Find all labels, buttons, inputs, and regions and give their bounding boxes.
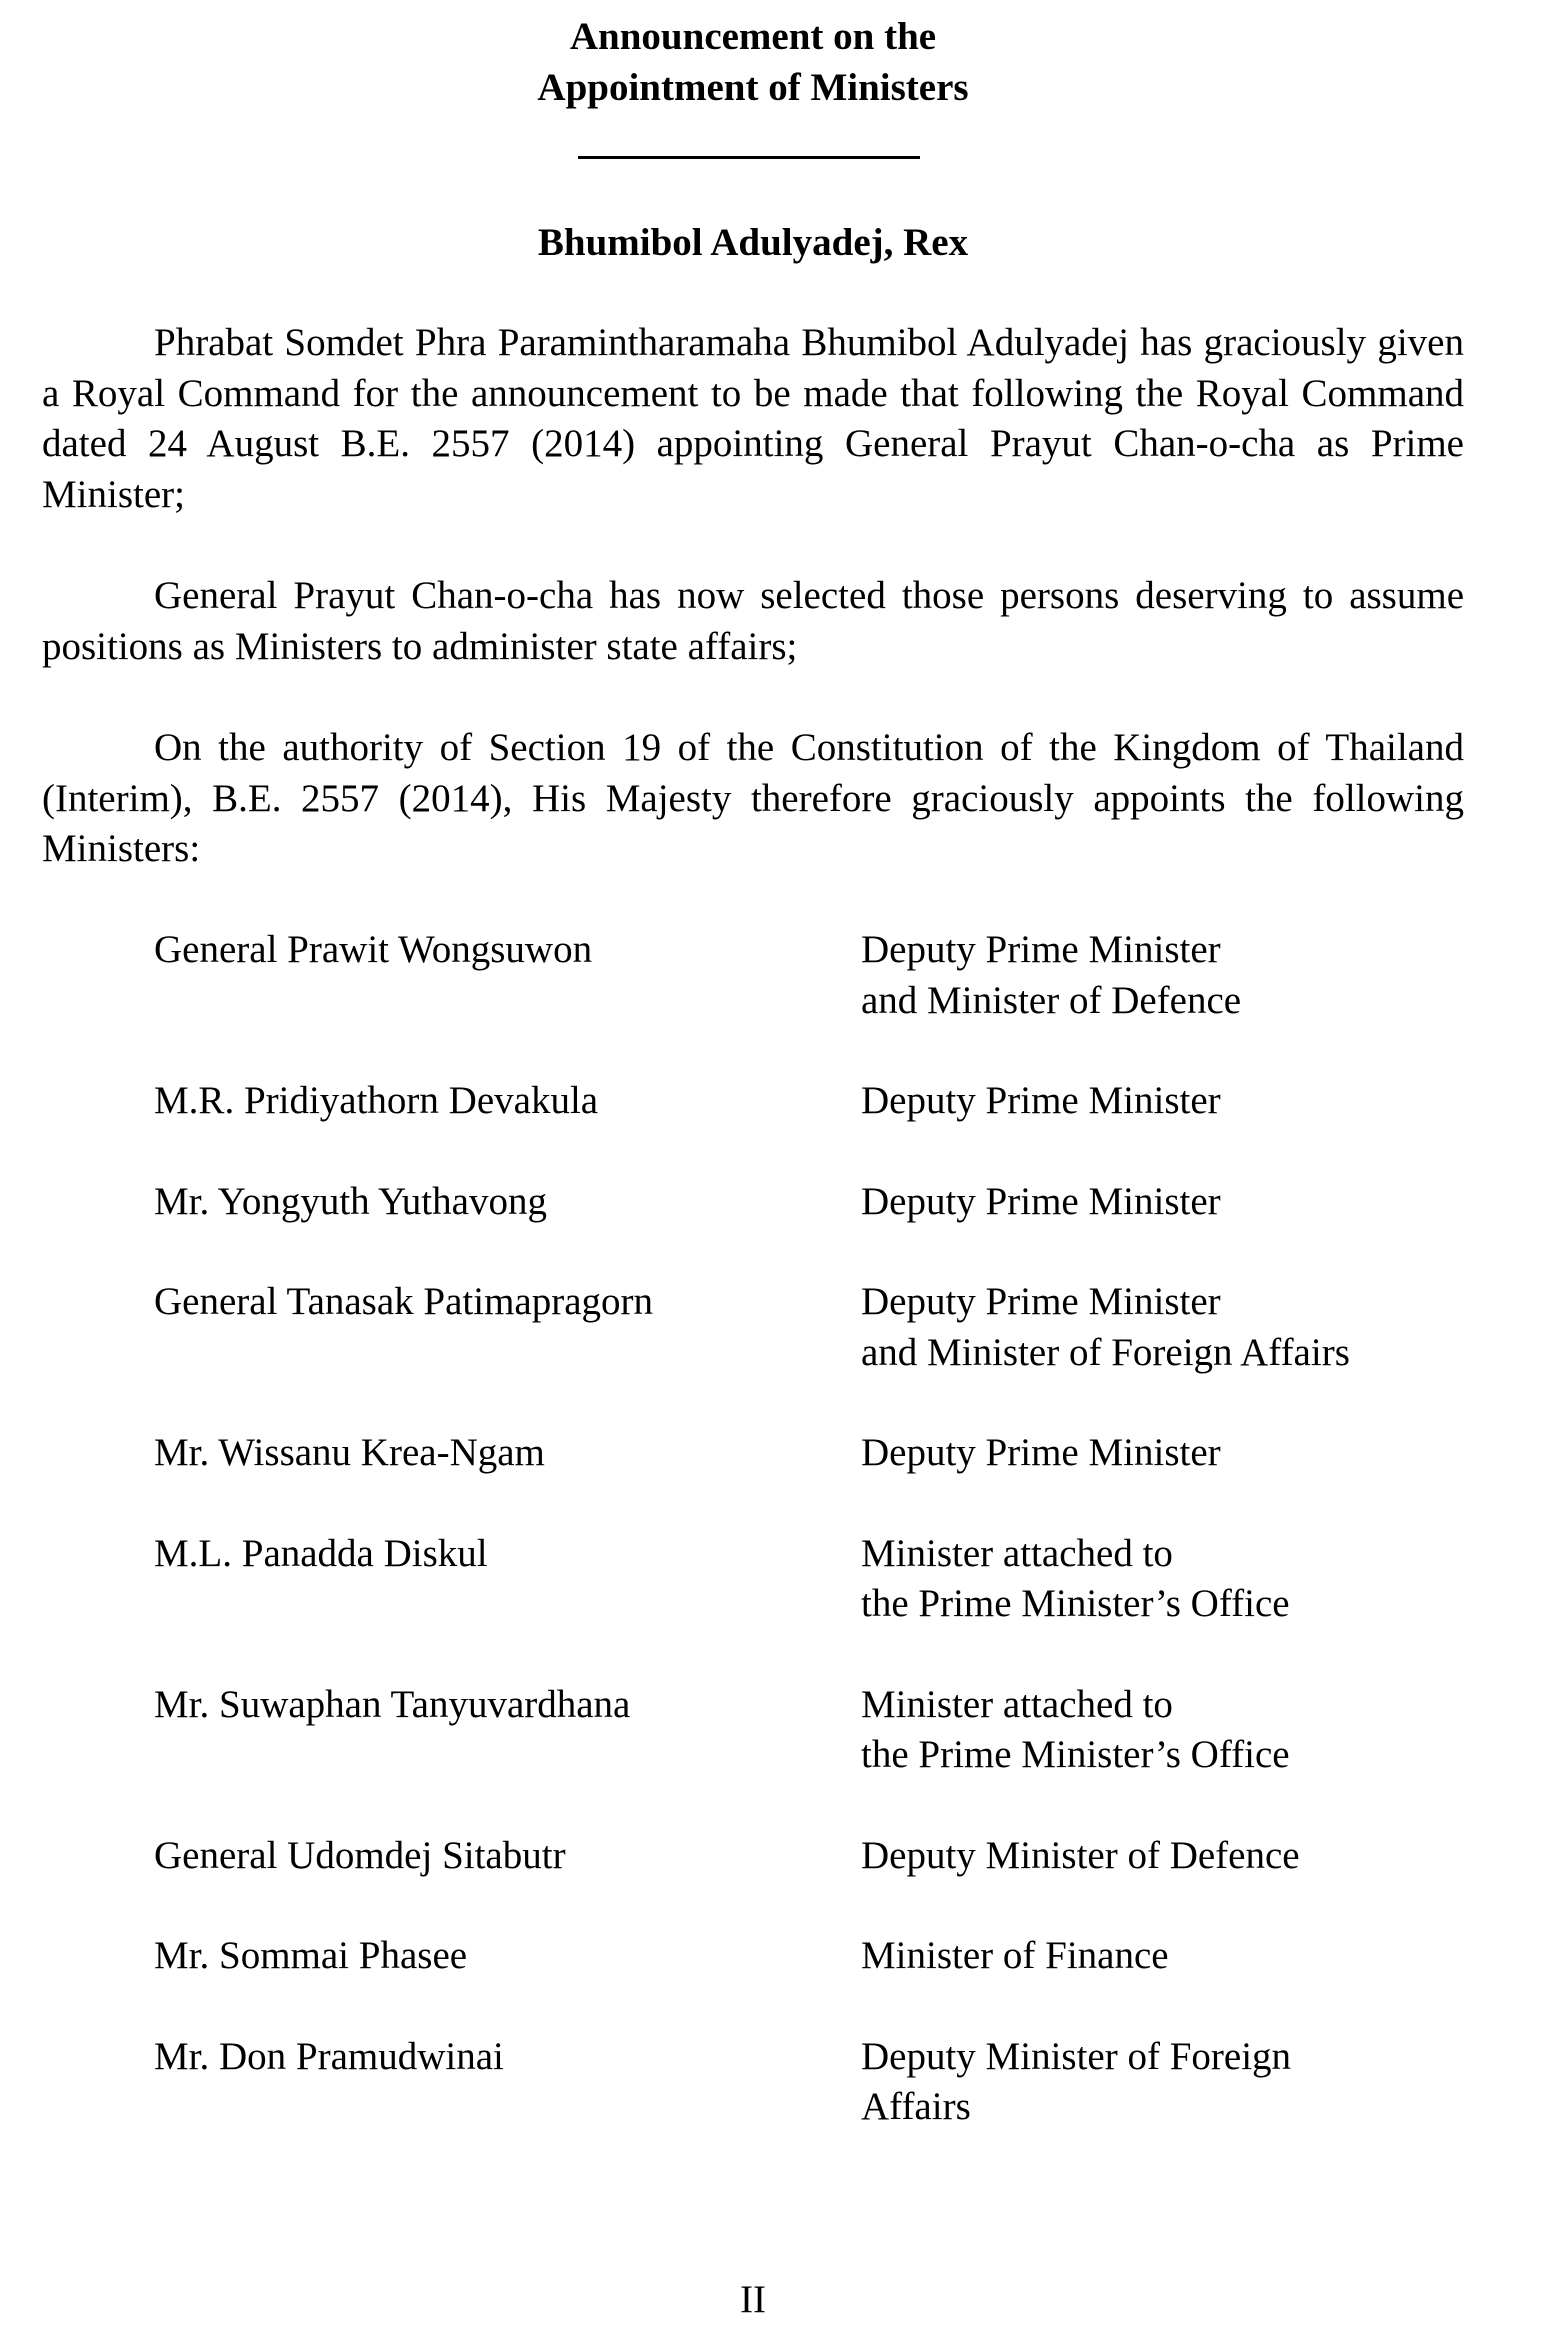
- minister-position: [861, 925, 1464, 1026]
- position-line: Deputy Prime Minister: [861, 1179, 1221, 1223]
- ministers-list: [154, 925, 1464, 2133]
- position-line: and Minister of Foreign Affairs: [861, 1330, 1350, 1374]
- minister-position: [861, 1529, 1464, 1630]
- document-title-line1: Announcement on the: [569, 15, 937, 58]
- position-line: Deputy Prime Minister: [861, 928, 1221, 971]
- position-line: the Prime Minister’s Office: [861, 1733, 1290, 1776]
- paragraph-authority: On the authority of Section 19 of the Constitution of the Kingdom of Thailand (Interim), B.E. 2557 (2014), His Majesty therefore graciously appoints the following Ministers:: [42, 726, 1464, 870]
- minister-row: [154, 1076, 1464, 1127]
- minister-name: Mr. Yongyuth Yuthavong: [154, 1179, 547, 1223]
- minister-name: Mr. Suwaphan Tanyuvardhana: [154, 1682, 631, 1726]
- document-page: [42, 0, 1464, 2339]
- page-number: II: [740, 2278, 766, 2321]
- minister-row: [154, 1931, 1464, 1982]
- minister-name: General Udomdej Sitabutr: [154, 1833, 566, 1877]
- minister-position: [861, 1680, 1464, 1781]
- minister-name: Mr. Wissanu Krea-Ngam: [154, 1431, 545, 1474]
- minister-row: [154, 1177, 1464, 1228]
- position-line: Minister attached to: [861, 1682, 1173, 1726]
- document-title-line2: Appointment of Ministers: [537, 66, 969, 109]
- paragraph-selection: General Prayut Chan-o-cha has now selected those persons deserving to assume positions as Ministers to administer state affairs;: [42, 574, 1464, 668]
- minister-position: [861, 2032, 1464, 2133]
- minister-position: [861, 1931, 1464, 1982]
- minister-name: General Tanasak Patimapragorn: [154, 1280, 654, 1323]
- minister-position: [861, 1277, 1464, 1378]
- position-line: Deputy Minister of Foreign: [861, 2034, 1292, 2078]
- minister-name: General Prawit Wongsuwon: [154, 928, 593, 971]
- paragraph-royal-command: Phrabat Somdet Phra Paramintharamaha Bhumibol Adulyadej has graciously given a Royal Command for the announcement to be made that following the Royal Command dated 24 August B.E. 2557 (2014) appointing General Prayut Chan-o-cha as Prime Minister;: [42, 321, 1464, 516]
- position-line: the Prime Minister’s Office: [861, 1582, 1290, 1625]
- title-divider-rule: [578, 156, 920, 159]
- position-line: Deputy Prime Minister: [861, 1079, 1221, 1122]
- minister-row: [154, 2032, 1464, 2133]
- minister-name: M.R. Pridiyathorn Devakula: [154, 1079, 599, 1122]
- minister-position: [861, 1428, 1464, 1479]
- minister-row: [154, 925, 1464, 1026]
- minister-name: M.L. Panadda Diskul: [154, 1531, 488, 1575]
- minister-row: [154, 1529, 1464, 1630]
- royal-signature: Bhumibol Adulyadej, Rex: [537, 221, 969, 264]
- minister-row: [154, 1277, 1464, 1378]
- position-line: Affairs: [861, 2085, 971, 2128]
- minister-row: [154, 1831, 1464, 1882]
- minister-position: [861, 1831, 1464, 1882]
- minister-position: [861, 1177, 1464, 1228]
- minister-position: [861, 1076, 1464, 1127]
- position-line: Deputy Minister of Defence: [861, 1833, 1300, 1877]
- position-line: Deputy Prime Minister: [861, 1280, 1221, 1323]
- minister-row: [154, 1428, 1464, 1479]
- position-line: Deputy Prime Minister: [861, 1431, 1221, 1474]
- minister-row: [154, 1680, 1464, 1781]
- position-line: and Minister of Defence: [861, 978, 1242, 1022]
- minister-name: Mr. Don Pramudwinai: [154, 2034, 504, 2078]
- minister-name: Mr. Sommai Phasee: [154, 1934, 468, 1977]
- position-line: Minister of Finance: [861, 1934, 1169, 1977]
- position-line: Minister attached to: [861, 1531, 1173, 1575]
